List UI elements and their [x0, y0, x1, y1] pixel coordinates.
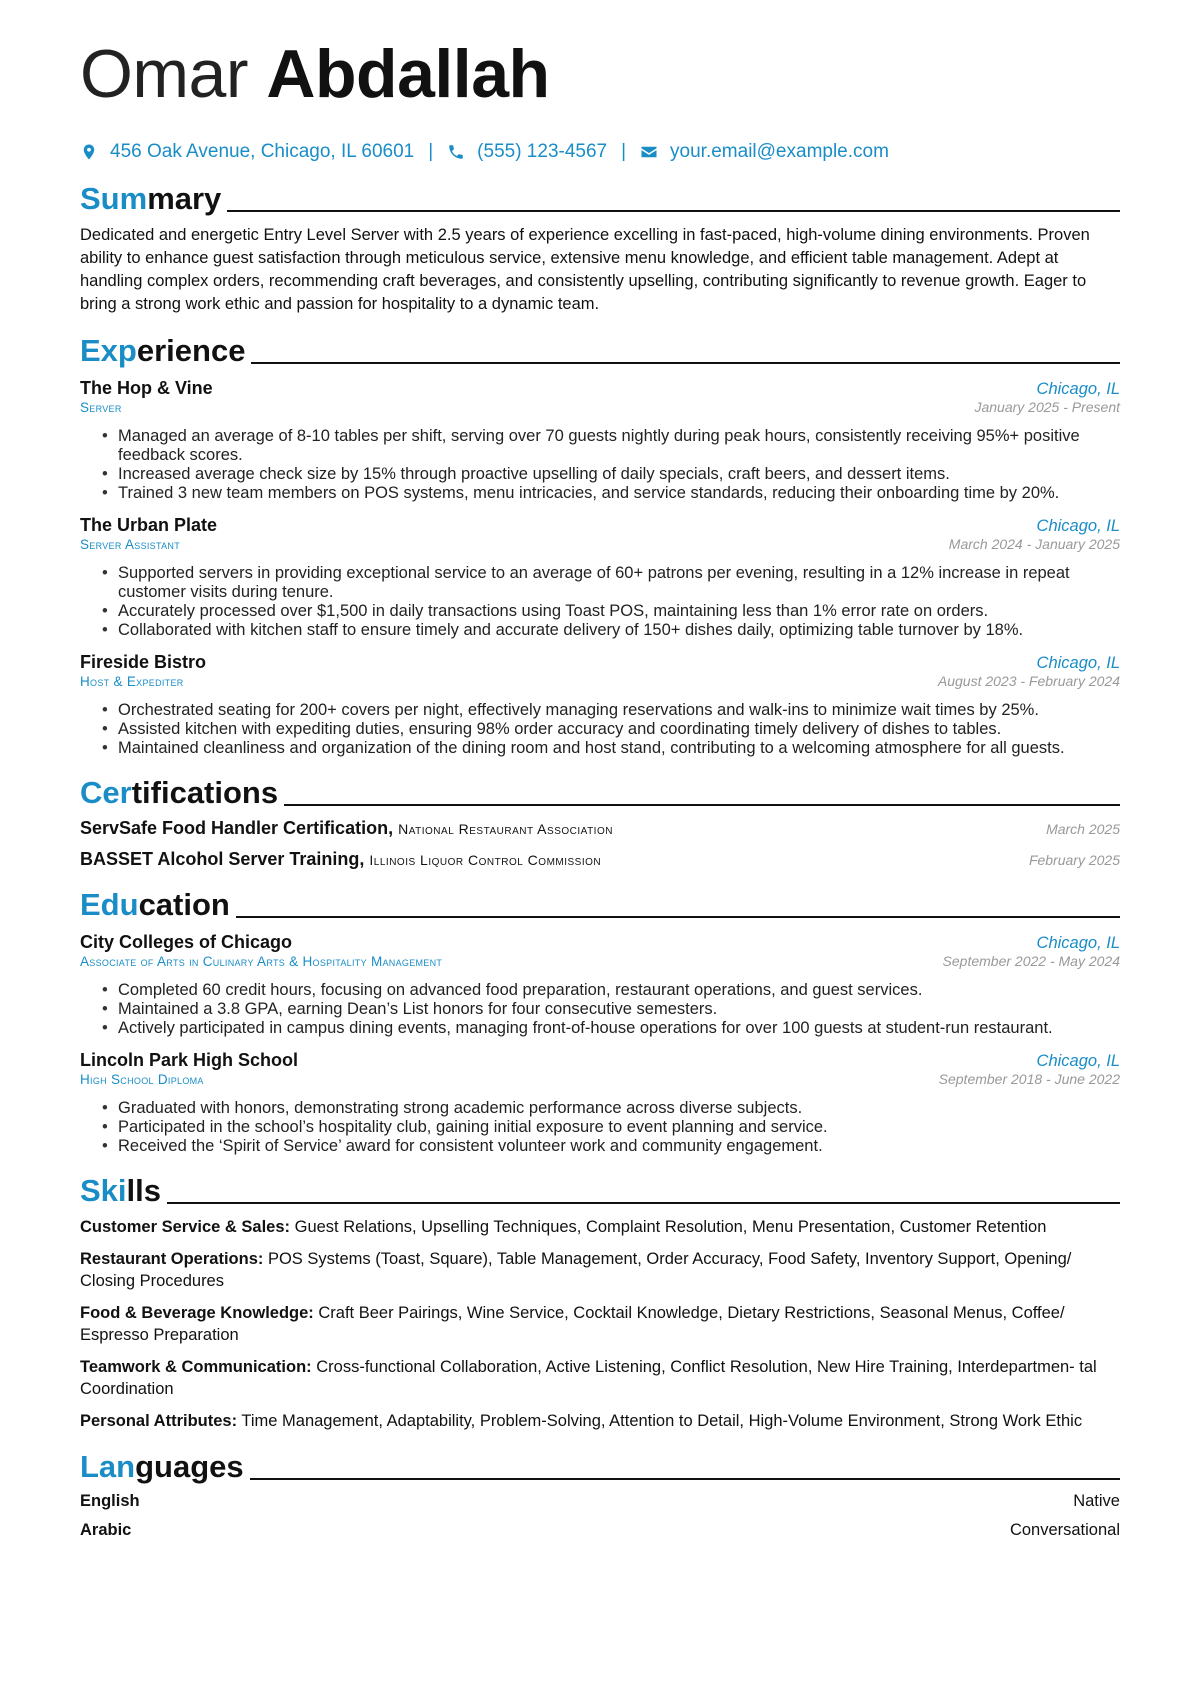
- summary-section: [80, 178, 1120, 316]
- bullet-item: • Participated in the school’s hospitality club, gaining initial exposure to event planning and service.: [118, 1118, 1120, 1137]
- title-rest: tifications: [131, 775, 279, 810]
- skill-values: Cross-functional Collaboration, Active Listening, Conflict Resolution, New Hire Training, Interdepartmen- tal Coordination: [80, 1358, 1097, 1398]
- title-accent: Cer: [80, 775, 132, 810]
- title-accent: Exp: [80, 333, 137, 368]
- section-title: [80, 1451, 244, 1482]
- bullet-list: [80, 1099, 1120, 1156]
- certification-issuer: National Restaurant Association: [398, 821, 613, 837]
- bullet-item: • Maintained a 3.8 GPA, earning Dean’s List honors for four consecutive semesters.: [118, 1000, 1120, 1019]
- skill-values: POS Systems (Toast, Square), Table Management, Order Accuracy, Food Safety, Inventory Support, Opening/ Closing Procedures: [80, 1250, 1072, 1290]
- entry-dates: March 2024 - January 2025: [948, 536, 1120, 552]
- bullet-item: • Graduated with honors, demonstrating strong academic performance across diverse subjects.: [118, 1099, 1120, 1118]
- employer-name: Fireside Bistro: [80, 652, 207, 672]
- entry-location: Chicago, IL: [1036, 654, 1120, 672]
- employer-name: The Hop & Vine: [80, 378, 213, 398]
- section-title: [80, 889, 230, 920]
- address-text: 456 Oak Avenue, Chicago, IL 60601: [110, 141, 415, 162]
- section-heading: [80, 1170, 1120, 1206]
- email-item[interactable]: [640, 141, 889, 163]
- section-heading: [80, 772, 1120, 808]
- employer-name: The Urban Plate: [80, 515, 218, 535]
- degree: High School Diploma: [80, 1072, 204, 1087]
- title-accent: Edu: [80, 887, 139, 922]
- section-rule: [227, 210, 1120, 212]
- last-name: Abdallah: [266, 36, 550, 112]
- experience-entry: [80, 378, 1120, 503]
- job-title: Server Assistant: [80, 537, 180, 552]
- entry-dates: August 2023 - February 2024: [937, 673, 1120, 689]
- skills-section: [80, 1170, 1120, 1432]
- certifications-section: [80, 772, 1120, 870]
- title-rest: cation: [138, 887, 230, 922]
- skill-group: [80, 1410, 1120, 1432]
- section-rule: [251, 362, 1120, 364]
- entry-location: Chicago, IL: [1036, 380, 1120, 398]
- title-rest: erience: [136, 333, 246, 368]
- bullet-list: [80, 981, 1120, 1038]
- title-rest: guages: [135, 1449, 244, 1484]
- certification-name: ServSafe Food Handler Certification: [80, 818, 389, 838]
- language-name: English: [80, 1492, 140, 1510]
- skill-label: Restaurant Operations:: [80, 1250, 264, 1268]
- section-heading: [80, 330, 1120, 366]
- section-rule: [236, 916, 1120, 918]
- bullet-list: [80, 701, 1120, 758]
- school-name: Lincoln Park High School: [80, 1050, 299, 1070]
- bullet-item: • Completed 60 credit hours, focusing on advanced food preparation, restaurant operations, and guest services.: [118, 981, 1120, 1000]
- education-entry: [80, 1050, 1120, 1156]
- title-accent: Lan: [80, 1449, 136, 1484]
- title-rest: lls: [126, 1173, 161, 1208]
- bullet-item: • Collaborated with kitchen staff to ensure timely and accurate delivery of 150+ dishes daily, optimizing table turnover by 18%.: [118, 621, 1120, 640]
- section-rule: [250, 1478, 1120, 1480]
- skill-label: Personal Attributes:: [80, 1412, 238, 1430]
- section-title: [80, 183, 221, 214]
- experience-section: [80, 330, 1120, 758]
- title-rest: mary: [147, 181, 222, 216]
- experience-entry: [80, 515, 1120, 640]
- section-title: [80, 335, 245, 366]
- bullet-item: • Managed an average of 8-10 tables per shift, serving over 70 guests nightly during peak hours, consistently receiving 95%+ positive feedback scores.: [118, 427, 1120, 465]
- section-title: [80, 777, 278, 808]
- section-heading: [80, 1446, 1120, 1482]
- skill-label: Teamwork & Communication:: [80, 1358, 312, 1376]
- language-item: [80, 1492, 1120, 1511]
- phone-icon: [447, 143, 465, 161]
- section-rule: [284, 804, 1120, 806]
- bullet-list: [80, 427, 1120, 503]
- language-level: Conversational: [1009, 1521, 1120, 1539]
- email-link[interactable]: your.email@example.com: [670, 141, 889, 162]
- contact-separator: |: [621, 141, 627, 162]
- entry-location: Chicago, IL: [1036, 517, 1120, 535]
- phone-item[interactable]: [447, 141, 607, 163]
- skill-values: Guest Relations, Upselling Techniques, Complaint Resolution, Menu Presentation, Customer Retention: [294, 1218, 1047, 1236]
- bullet-list: [80, 564, 1120, 640]
- entry-dates: September 2018 - June 2022: [938, 1071, 1120, 1087]
- section-heading: [80, 884, 1120, 920]
- resume-page: [80, 36, 1120, 1540]
- school-name: City Colleges of Chicago: [80, 932, 293, 952]
- bullet-item: • Accurately processed over $1,500 in daily transactions using Toast POS, maintaining less than 1% error rate on orders.: [118, 602, 1120, 621]
- certification-item: ServSafe Food Handler Certification, National Restaurant Association March 2025: [80, 818, 1120, 838]
- skill-values: Craft Beer Pairings, Wine Service, Cocktail Knowledge, Dietary Restrictions, Seasonal Menus, Coffee/ Espresso Preparation: [80, 1304, 1065, 1344]
- degree: Associate of Arts in Culinary Arts & Hospitality Management: [80, 954, 443, 969]
- entry-dates: September 2022 - May 2024: [942, 953, 1120, 969]
- entry-location: Chicago, IL: [1036, 1052, 1120, 1070]
- bullet-item: • Received the ‘Spirit of Service’ award for consistent volunteer work and community engagement.: [118, 1137, 1120, 1156]
- section-heading: [80, 178, 1120, 214]
- bullet-item: • Actively participated in campus dining events, managing front-of-house operations for over 100 guests at student-run restaurant.: [118, 1019, 1120, 1038]
- summary-text: Dedicated and energetic Entry Level Server with 2.5 years of experience excelling in fast-paced, high-volume dining environments. Proven ability to enhance guest satisfaction through meticulous service, extensive menu knowledge, and efficient table management. Adept at handling complex orders, recommending craft beverages, and consistently upselling, contributing significantly to revenue growth. Eager to bring a strong work ethic and passion for hospitality to a dynamic team.: [80, 226, 1090, 313]
- bullet-item: • Increased average check size by 15% through proactive upselling of daily specials, craft beers, and dessert items.: [118, 465, 1120, 484]
- title-accent: Ski: [80, 1173, 127, 1208]
- education-section: [80, 884, 1120, 1156]
- certification-date: February 2025: [1028, 852, 1120, 868]
- job-title: Server: [80, 400, 122, 415]
- first-name: Omar: [80, 36, 248, 112]
- language-name: Arabic: [80, 1521, 132, 1539]
- language-item: [80, 1521, 1120, 1540]
- bullet-item: • Supported servers in providing exceptional service to an average of 60+ patrons per evening, resulting in a 12% increase in repeat customer visits during tenure.: [118, 564, 1120, 602]
- section-rule: [167, 1202, 1120, 1204]
- language-level: Native: [1073, 1492, 1120, 1510]
- certification-name: BASSET Alcohol Server Training: [80, 849, 360, 869]
- education-entry: [80, 932, 1120, 1038]
- certification-date: March 2025: [1046, 821, 1120, 837]
- certification-issuer: Illinois Liquor Control Commission: [369, 852, 602, 868]
- contact-separator: |: [428, 141, 434, 162]
- map-pin-icon: [80, 143, 98, 161]
- skill-label: Customer Service & Sales:: [80, 1218, 291, 1236]
- bullet-item: • Assisted kitchen with expediting duties, ensuring 98% order accuracy and coordinating timely delivery of dishes to tables.: [118, 720, 1120, 739]
- candidate-name: [80, 36, 1120, 118]
- skill-group: [80, 1356, 1120, 1400]
- certification-item: BASSET Alcohol Server Training, Illinois Liquor Control Commission February 2025: [80, 849, 1120, 869]
- job-title: Host & Expediter: [80, 674, 184, 689]
- bullet-item: • Orchestrated seating for 200+ covers per night, effectively managing reservations and walk-ins to minimize wait times by 25%.: [118, 701, 1120, 720]
- languages-section: [80, 1446, 1120, 1540]
- skill-label: Food & Beverage Knowledge:: [80, 1304, 314, 1322]
- address-item: [80, 141, 414, 163]
- experience-entry: [80, 652, 1120, 758]
- section-title: [80, 1175, 161, 1206]
- skill-group: [80, 1248, 1120, 1292]
- entry-dates: January 2025 - Present: [974, 399, 1120, 415]
- skill-group: [80, 1302, 1120, 1346]
- entry-location: Chicago, IL: [1036, 934, 1120, 952]
- bullet-item: • Trained 3 new team members on POS systems, menu intricacies, and service standards, reducing their onboarding time by 20%.: [118, 484, 1120, 503]
- envelope-icon: [640, 143, 658, 161]
- bullet-item: • Maintained cleanliness and organization of the dining room and host stand, contributing to a welcoming atmosphere for all guests.: [118, 739, 1120, 758]
- contact-row: [80, 140, 1120, 164]
- skill-group: [80, 1216, 1120, 1238]
- phone-text: (555) 123-4567: [477, 141, 608, 162]
- title-accent: Sum: [80, 181, 148, 216]
- skill-values: Time Management, Adaptability, Problem-Solving, Attention to Detail, High-Volume Environment, Strong Work Ethic: [241, 1412, 1083, 1430]
